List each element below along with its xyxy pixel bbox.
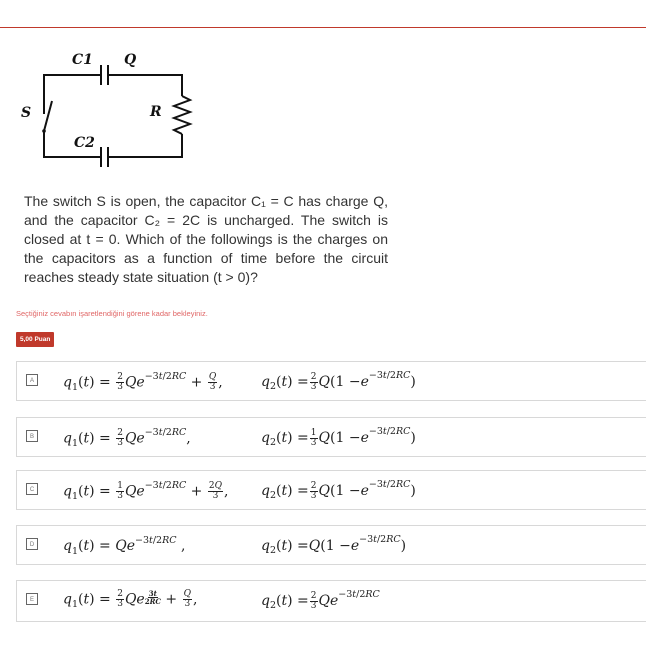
circuit-label-r: R bbox=[150, 104, 162, 120]
selection-notice: Seçtiğiniz cevabın işaretlendiğini görene kadar bekleyiniz. bbox=[16, 309, 208, 318]
circuit-label-c1: C1 bbox=[72, 52, 93, 68]
circuit-label-q: Q bbox=[124, 52, 137, 68]
option-b[interactable] bbox=[16, 417, 646, 457]
option-a[interactable] bbox=[16, 361, 646, 401]
header-divider bbox=[0, 27, 646, 28]
option-c[interactable] bbox=[16, 470, 646, 510]
option-b-formula: $q_1(t)$ = $\frac{2}{3}$ $Qe^{-3t/2RC}$, q 2 ( t ) = $\frac{1}{3}$ Q (1 − e −3t/2RC ) bbox=[63, 425, 416, 449]
option-c-formula: $q_1(t)$ = $\frac{1}{3}$ $Qe^{-3t/2RC}$ + $\frac{2Q}{3}$ , q 2 ( t ) = $\frac{2}{3}$ Q (1 − e −3t/2RC ) bbox=[63, 478, 416, 502]
option-a-formula: $q_1(t)$ = $\frac{2}{3}$ $Qe^{-3t/2RC}$ + $\frac{Q}{3}$ , q 2 ( t ) = $\frac{2}{3}$ Q (1 − e −3t/2RC ) bbox=[63, 369, 416, 393]
option-c-radio[interactable]: C bbox=[26, 483, 38, 495]
option-d[interactable] bbox=[16, 525, 646, 565]
circuit-label-c2: C2 bbox=[74, 135, 95, 151]
option-e-radio[interactable]: E bbox=[26, 593, 38, 605]
option-d-formula: $q_1(t) = Qe^{-3t/2RC}$ , q 2 ( t ) = Q (1 − e −3t/2RC ) bbox=[63, 533, 407, 557]
points-badge: 5,00 Puan bbox=[16, 332, 54, 347]
option-b-radio[interactable]: B bbox=[26, 430, 38, 442]
option-e[interactable] bbox=[16, 580, 646, 622]
circuit-diagram bbox=[14, 38, 214, 168]
option-a-radio[interactable]: A bbox=[26, 374, 38, 386]
circuit-label-s: S bbox=[21, 105, 32, 121]
question-text: The switch S is open, the capacitor C₁ = C has charge Q, and the capacitor C₂ = 2C is uncharged. The switch is closed at t = 0. Which of the followings is the charges on the capacitors as a function of time before the circuit reaches steady state situation (t > 0)? bbox=[24, 193, 388, 285]
option-e-formula: $q_1(t)$ = $\frac{2}{3}$ Qe $\frac{3t}{2RC}$ + $\frac{Q}{3}$ , q 2 ( t ) = $\frac{2}{3}$ Qe −3t/2RC bbox=[63, 588, 380, 611]
option-d-radio[interactable]: D bbox=[26, 538, 38, 550]
